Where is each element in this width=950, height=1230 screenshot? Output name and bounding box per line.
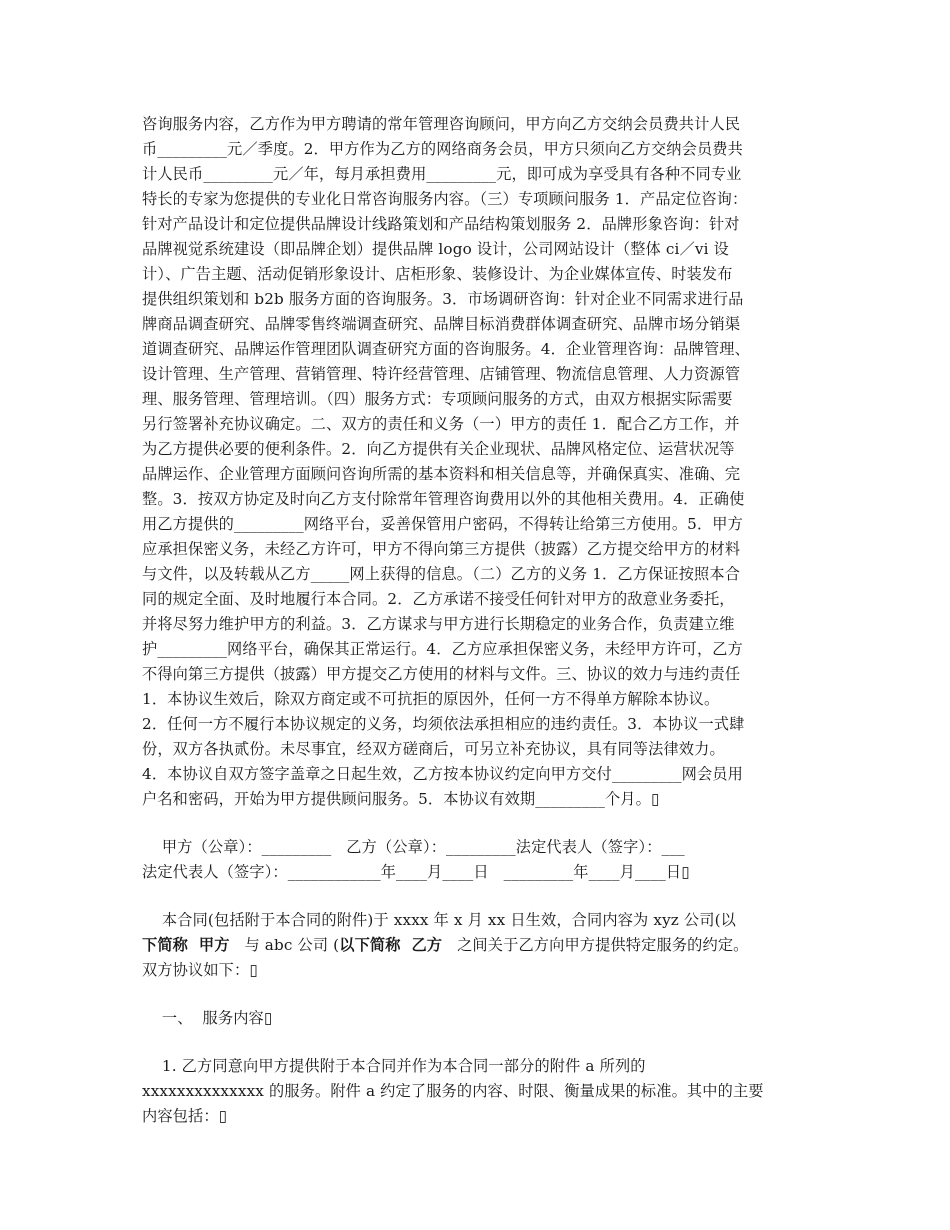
body-line: 特长的专家为您提供的专业化日常咨询服务内容。（三）专项顾问服务 1．产品定位咨询： — [142, 190, 748, 208]
body-line: 同的规定全面、及时地履行本合同。2．乙方承诺不接受任何针对甲方的敌意业务委托， — [142, 590, 735, 608]
body-line: 2．任何一方不履行本协议规定的义务，均须依法承担相应的违约责任。3．本协议一式肆 — [142, 715, 745, 733]
intro-line — [142, 935, 749, 955]
body-line: 币_________元／季度。2．甲方作为乙方的网络商务会员，甲方只须向乙方交纳会员费共 — [142, 140, 743, 158]
intro-line: 双方协议如下：▯ — [142, 961, 258, 979]
body-line: 1．本协议生效后，除双方商定或不可抗拒的原因外，任何一方不得单方解除本协议。 — [142, 690, 720, 708]
body-line: 户名和密码，开始为甲方提供顾问服务。5．本协议有效期_________个月。▯ — [142, 790, 660, 808]
body-line: 计）、广告主题、活动促销形象设计、店柜形象、装修设计、为企业媒体宣传、时装发布 — [142, 265, 733, 283]
body-line: 4．本协议自双方签字盖章之日起生效，乙方按本协议约定向甲方交付_________网会员用 — [142, 765, 743, 783]
intro-text: 与 abc 公司 ( — [229, 936, 340, 954]
body-line: 理、服务管理、管理培训。（四）服务方式：专项顾问服务的方式，由双方根据实际需要 — [142, 390, 733, 408]
body-line: 针对产品设计和定位提供品牌设计线路策划和产品结构策划服务 2．品牌形象咨询：针对 — [142, 215, 740, 233]
body-line: 道调查研究、品牌运作管理团队调查研究方面的咨询服务。4．企业管理咨询：品牌管理、 — [142, 340, 750, 358]
signature-line-1: 甲方（公章）：_________ 乙方（公章）：_________法定代表人（签字）：___ — [142, 838, 685, 856]
intro-line: 本合同(包括附于本合同的附件)于 xxxx 年 x 月 xx 日生效，合同内容为 xyz 公司(以 — [142, 911, 737, 929]
party-a-term: 下简称 甲方 — [142, 936, 230, 954]
body-line: 用乙方提供的_________网络平台，妥善保管用户密码，不得转让给第三方使用。5．甲方 — [142, 515, 743, 533]
body-line: 不得向第三方提供（披露）甲方提交乙方使用的材料与文件。三、协议的效力与违约责任 — [142, 665, 741, 683]
party-b-term: 以下简称 乙方 — [339, 936, 443, 954]
section-heading: 一、 服务内容▯ — [142, 1009, 273, 1027]
body-line: 护_________网络平台，确保其正常运行。4．乙方应承担保密义务，未经甲方许可，乙方 — [142, 640, 743, 658]
item-line: xxxxxxxxxxxxxx 的服务。附件 a 约定了服务的内容、时限、衡量成果的标准。其中的主要 — [142, 1082, 764, 1100]
body-line: 牌商品调查研究、品牌零售终端调查研究、品牌目标消费群体调查研究、品牌市场分销渠 — [142, 315, 741, 333]
body-line: 并将尽努力维护甲方的利益。3．乙方谋求与甲方进行长期稳定的业务合作，负责建立维 — [142, 615, 735, 633]
body-line: 计人民币_________元／年，每月承担费用_________元，即可成为享受具有各种不同专业 — [142, 165, 742, 183]
body-line: 咨询服务内容，乙方作为甲方聘请的常年管理咨询顾问，甲方向乙方交纳会员费共计人民 — [142, 115, 741, 133]
body-line: 整。3．按双方协定及时向乙方支付除常年管理咨询费用以外的其他相关费用。4．正确使 — [142, 490, 745, 508]
body-line: 提供组织策划和 b2b 服务方面的咨询服务。3．市场调研咨询：针对企业不同需求进行品 — [142, 290, 744, 308]
body-line: 另行签署补充协议确定。二、双方的责任和义务（一）甲方的责任 1．配合乙方工作，并 — [142, 415, 740, 433]
intro-text: 之间关于乙方向甲方提供特定服务的约定。 — [442, 936, 749, 954]
signature-line-2: 法定代表人（签字）：____________年____月____日 _________年____月____日▯ — [142, 863, 690, 881]
item-line: 内容包括：▯ — [142, 1107, 228, 1125]
body-line: 应承担保密义务，未经乙方许可，甲方不得向第三方提供（披露）乙方提交给甲方的材料 — [142, 540, 741, 558]
body-line: 品牌视觉系统建设（即品牌企划）提供品牌 logo 设计，公司网站设计（整体 ci／vi 设 — [142, 240, 729, 258]
body-line: 与文件，以及转载从乙方_____网上获得的信息。（二）乙方的义务 1．乙方保证按照本合 — [142, 565, 741, 583]
body-line: 为乙方提供必要的便利条件。2．向乙方提供有关企业现状、品牌风格定位、运营状况等 — [142, 440, 735, 458]
body-line: 份，双方各执贰份。未尽事宜，经双方磋商后，可另立补充协议，具有同等法律效力。 — [142, 740, 725, 758]
body-line: 设计管理、生产管理、营销管理、特许经营管理、店铺管理、物流信息管理、人力资源管 — [142, 365, 741, 383]
body-line: 品牌运作、企业管理方面顾问咨询所需的基本资料和相关信息等，并确保真实、准确、完 — [142, 465, 741, 483]
item-line: 1. 乙方同意向甲方提供附于本合同并作为本合同一部分的附件 a 所列的 — [142, 1057, 646, 1075]
